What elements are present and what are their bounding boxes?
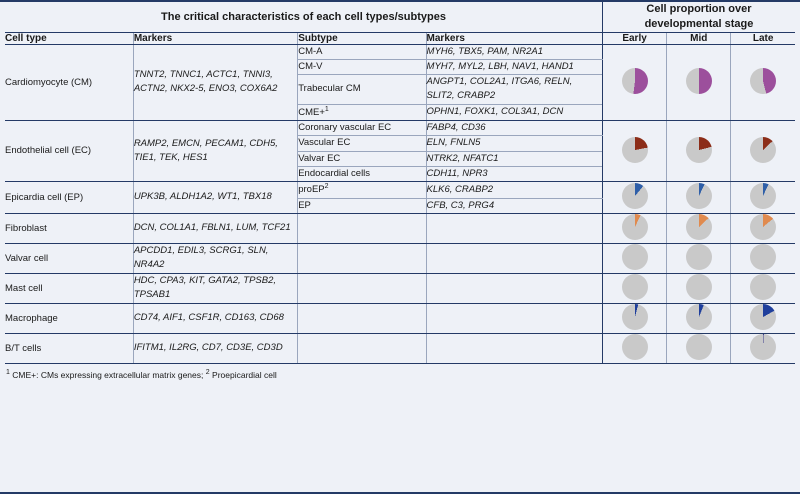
- cell-type-markers: DCN, COL1A1, FBLN1, LUM, TCF21: [133, 213, 297, 243]
- col-subtype-markers: Markers: [426, 32, 602, 44]
- proportion-cell-late: [731, 273, 795, 303]
- subtype-name: [298, 333, 426, 363]
- col-markers: Markers: [133, 32, 297, 44]
- table-body: [5, 44, 795, 363]
- proportion-pie: [622, 214, 648, 240]
- proportion-pie: [686, 68, 712, 94]
- subtype-name: proEP$^2$: [298, 182, 426, 198]
- subtype-name: Valvar EC: [298, 151, 426, 166]
- subtype-name: Vascular EC: [298, 136, 426, 151]
- subtype-markers: ANGPT1, COL2A1, ITGA6, RELN, SLIT2, CRABP2: [426, 75, 602, 105]
- subtype-name: [298, 213, 426, 243]
- subtype-markers: [426, 333, 602, 363]
- proportion-pie: [750, 304, 776, 330]
- col-cell-type: Cell type: [5, 32, 133, 44]
- proportion-cell-late: [731, 243, 795, 273]
- cell-type-markers: HDC, CPA3, KIT, GATA2, TPSB2, TPSAB1: [133, 273, 297, 303]
- proportion-cell-mid: [667, 121, 731, 182]
- proportion-cell-mid: [667, 273, 731, 303]
- table-title-row: [5, 2, 795, 32]
- proportion-cell-late: [731, 303, 795, 333]
- footnote-sup-1: 1: [6, 368, 10, 376]
- subtype-footnote-marker: 1: [324, 105, 329, 113]
- proportion-cell-mid: [667, 213, 731, 243]
- subtype-name: [298, 273, 426, 303]
- col-early: Early: [602, 32, 666, 44]
- right-title-line2: developmental stage: [644, 17, 754, 30]
- table-row: [5, 273, 795, 303]
- footnote-sup-2: 2: [205, 368, 210, 376]
- proportion-pie: [686, 274, 712, 300]
- cell-type-name: Fibroblast: [5, 213, 133, 243]
- proportion-cell-late: [731, 333, 795, 363]
- proportion-cell-early: [602, 121, 666, 182]
- proportion-cell-mid: [667, 243, 731, 273]
- table-row: [5, 44, 795, 59]
- subtype-markers: [426, 243, 602, 273]
- col-late: Late: [731, 32, 795, 44]
- proportion-pie: [686, 137, 712, 163]
- proportion-pie: [686, 183, 712, 209]
- subtype-markers: [426, 213, 602, 243]
- column-header-row: [5, 32, 795, 44]
- cell-type-markers: IFITM1, IL2RG, CD7, CD3E, CD3D: [133, 333, 297, 363]
- subtype-footnote-marker: 2: [324, 183, 329, 191]
- proportion-cell-mid: [667, 44, 731, 120]
- cell-type-markers: UPK3B, ALDH1A2, WT1, TBX18: [133, 182, 297, 214]
- proportion-cell-late: [731, 44, 795, 120]
- proportion-pie: [686, 244, 712, 270]
- proportion-cell-late: [731, 182, 795, 214]
- footnote: [0, 364, 800, 385]
- subtype-name: [298, 303, 426, 333]
- table-row: [5, 121, 795, 136]
- cell-type-markers: CD74, AIF1, CSF1R, CD163, CD68: [133, 303, 297, 333]
- subtype-markers: CDH11, NPR3: [426, 166, 602, 181]
- proportion-cell-late: [731, 213, 795, 243]
- subtype-markers: [426, 303, 602, 333]
- subtype-name: [298, 243, 426, 273]
- proportion-pie: [622, 137, 648, 163]
- proportion-cell-early: [602, 182, 666, 214]
- subtype-name: Trabecular CM: [298, 75, 426, 105]
- proportion-cell-early: [602, 213, 666, 243]
- cell-type-name: Epicardia cell (EP): [5, 182, 133, 214]
- proportion-pie: [622, 334, 648, 360]
- subtype-name: CM-V: [298, 59, 426, 74]
- proportion-pie: [622, 304, 648, 330]
- table-row: [5, 243, 795, 273]
- left-title: The critical characteristics of each cell types/subtypes: [5, 2, 602, 32]
- cell-type-name: B/T cells: [5, 333, 133, 363]
- proportion-pie: [750, 274, 776, 300]
- cell-type-markers: RAMP2, EMCN, PECAM1, CDH5, TIE1, TEK, HES1: [133, 121, 297, 182]
- footnote-text-2: Proepicardial cell: [212, 369, 277, 380]
- proportion-pie: [686, 214, 712, 240]
- subtype-name: Endocardial cells: [298, 166, 426, 181]
- proportion-pie: [750, 137, 776, 163]
- table-row: [5, 333, 795, 363]
- proportion-cell-mid: [667, 333, 731, 363]
- proportion-pie: [750, 214, 776, 240]
- right-title: [602, 2, 795, 32]
- proportion-pie: [686, 334, 712, 360]
- table-row: [5, 182, 795, 198]
- cell-type-markers: APCDD1, EDIL3, SCRG1, SLN, NR4A2: [133, 243, 297, 273]
- subtype-name: Coronary vascular EC: [298, 121, 426, 136]
- col-mid: Mid: [667, 32, 731, 44]
- subtype-markers: KLK6, CRABP2: [426, 182, 602, 198]
- proportion-pie: [686, 304, 712, 330]
- cell-type-name: Cardiomyocyte (CM): [5, 44, 133, 120]
- proportion-cell-early: [602, 44, 666, 120]
- subtype-name: CM-A: [298, 44, 426, 59]
- subtype-markers: MYH7, MYL2, LBH, NAV1, HAND1: [426, 59, 602, 74]
- proportion-cell-mid: [667, 303, 731, 333]
- table-row: [5, 303, 795, 333]
- proportion-cell-early: [602, 303, 666, 333]
- proportion-pie: [750, 244, 776, 270]
- cell-type-name: Macrophage: [5, 303, 133, 333]
- footnote-text-1: CME+: CMs expressing extracellular matrix genes;: [12, 369, 204, 380]
- proportion-pie: [750, 183, 776, 209]
- cell-type-name: Valvar cell: [5, 243, 133, 273]
- subtype-markers: NTRK2, NFATC1: [426, 151, 602, 166]
- proportion-cell-early: [602, 333, 666, 363]
- subtype-markers: MYH6, TBX5, PAM, NR2A1: [426, 44, 602, 59]
- proportion-pie: [750, 68, 776, 94]
- cell-type-name: Mast cell: [5, 273, 133, 303]
- proportion-pie: [622, 274, 648, 300]
- proportion-cell-early: [602, 273, 666, 303]
- proportion-cell-early: [602, 243, 666, 273]
- proportion-pie: [622, 68, 648, 94]
- subtype-name: EP: [298, 198, 426, 213]
- proportion-cell-mid: [667, 182, 731, 214]
- subtype-markers: [426, 273, 602, 303]
- proportion-cell-late: [731, 121, 795, 182]
- table-row: [5, 213, 795, 243]
- subtype-markers: ELN, FNLN5: [426, 136, 602, 151]
- proportion-pie: [622, 183, 648, 209]
- subtype-markers: FABP4, CD36: [426, 121, 602, 136]
- right-title-line1: Cell proportion over: [646, 3, 752, 15]
- proportion-pie: [750, 334, 776, 360]
- cell-type-markers: TNNT2, TNNC1, ACTC1, TNNI3, ACTN2, NKX2-5, ENO3, COX6A2: [133, 44, 297, 120]
- col-subtype: Subtype: [298, 32, 426, 44]
- proportion-pie: [622, 244, 648, 270]
- characteristics-table: [5, 2, 795, 364]
- cell-type-name: Endothelial cell (EC): [5, 121, 133, 182]
- subtype-markers: CFB, C3, PRG4: [426, 198, 602, 213]
- subtype-name: CME+$^1$: [298, 104, 426, 120]
- subtype-markers: OPHN1, FOXK1, COL3A1, DCN: [426, 104, 602, 120]
